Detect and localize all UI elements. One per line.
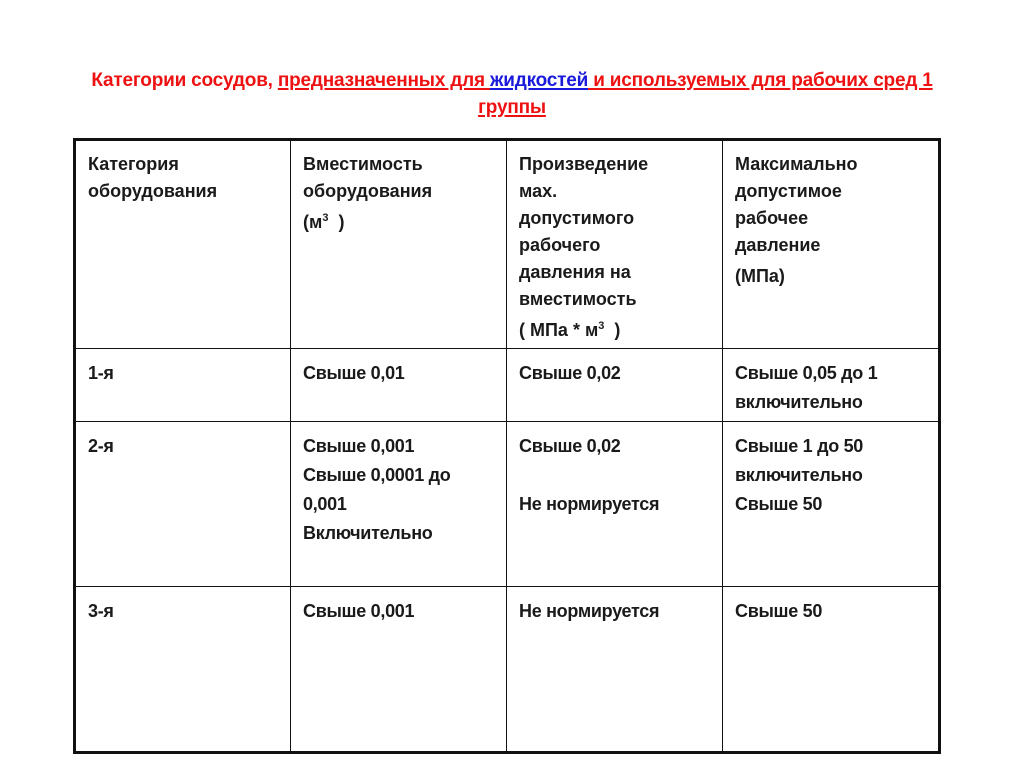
- header-text: Вместимость: [303, 154, 423, 174]
- cell-category: 1-я: [75, 349, 291, 422]
- header-text: Категория: [88, 154, 179, 174]
- title-part-underlined: предназначенных для: [277, 70, 490, 91]
- cell-category: 2-я: [75, 422, 291, 587]
- cell-capacity: Свыше 0,001: [291, 587, 507, 753]
- header-text: давление: [735, 235, 821, 255]
- table-row: [75, 349, 940, 422]
- header-unit: ($м^3$ ): [303, 212, 345, 232]
- title-part-plain: Категории сосудов,: [91, 70, 278, 91]
- cell-product: Не нормируется: [507, 587, 723, 753]
- cell-capacity: Свыше 0,001 Свыше 0,0001 до 0,001 Включительно: [291, 422, 507, 587]
- cell-pressure: Свыше 1 до 50 включительно Свыше 50: [723, 422, 940, 587]
- header-category: [75, 140, 291, 349]
- header-text: вместимость: [519, 289, 637, 309]
- table-header-row: [75, 140, 940, 349]
- vessel-categories-table: [73, 138, 941, 754]
- header-text: рабочее: [735, 208, 809, 228]
- header-text: допустимое: [735, 181, 842, 201]
- cell-product: Свыше 0,02: [507, 349, 723, 422]
- header-text: Произведение: [519, 154, 649, 174]
- cell-pressure: Свыше 0,05 до 1 включительно: [723, 349, 940, 422]
- cell-pressure: Свыше 50: [723, 587, 940, 753]
- header-unit: ( МПа * $м^3$ ): [519, 320, 621, 340]
- header-text: Максимально: [735, 154, 858, 174]
- header-text: мах.: [519, 181, 558, 201]
- header-product: [507, 140, 723, 349]
- table-row: [75, 422, 940, 587]
- title-part-underlined-blue: жидкостей: [489, 70, 589, 91]
- header-unit: (МПа): [735, 266, 785, 286]
- table-row: [75, 587, 940, 753]
- cell-product: Свыше 0,02 Не нормируется: [507, 422, 723, 587]
- cell-category: 3-я: [75, 587, 291, 753]
- header-text: оборудования: [303, 181, 433, 201]
- header-pressure: [723, 140, 940, 349]
- title-part-underlined-end: и используемых для рабочих сред 1 группы: [478, 70, 933, 118]
- header-capacity: [291, 140, 507, 349]
- page-title: [60, 67, 964, 121]
- header-text: оборудования: [88, 181, 218, 201]
- cell-capacity: Свыше 0,01: [291, 349, 507, 422]
- header-text: допустимого: [519, 208, 635, 228]
- header-text: давления на: [519, 262, 631, 282]
- header-text: рабочего: [519, 235, 601, 255]
